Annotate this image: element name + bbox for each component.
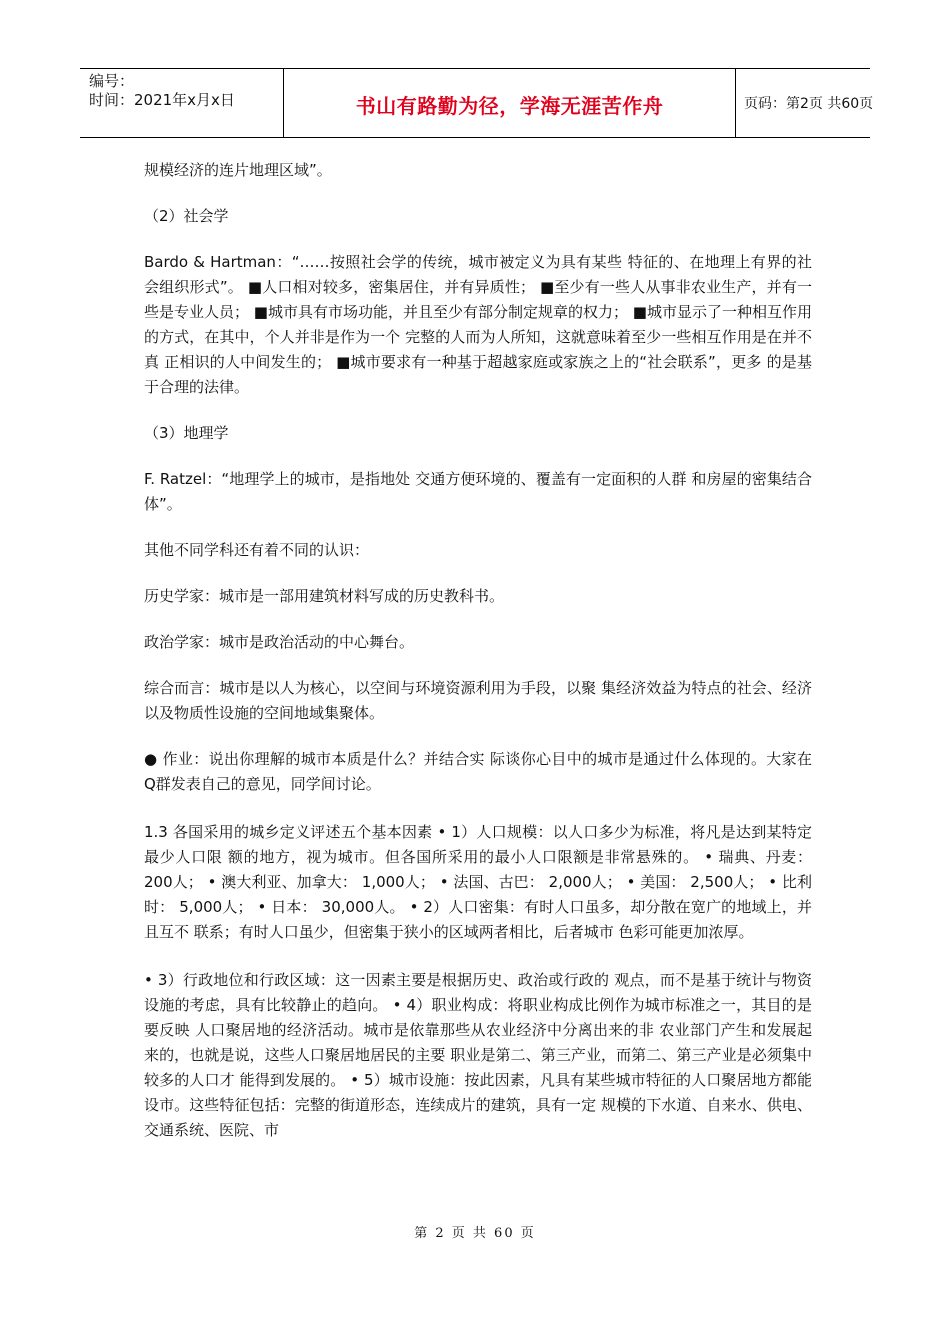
paragraph-sociology-definition: Bardo & Hartman：“……按照社会学的传统，城市被定义为具有某些 特征的、在地理上有界的社会组织形式”。 ■人口相对较多，密集居住，并有异质性； ■至少有一些人从事非农业生产，并有一些是专业人员； ■城市具有市场功能，并且至少有部分制定规章的权力； ■城市显示了一种相互作用的方式，在其中，个人并非是作为一个 完整的人而为人所知，这就意味着至少一些相互作用是在并不真 正相识的人中间发生的； ■城市要求有一种基于超越家庭或家族之上的“社会联系”，更多 的是基于合理的法律。 [144, 253, 812, 396]
paragraph-continuation: 规模经济的连片地理区域”。 [144, 161, 332, 179]
paragraph-geography-definition: F. Ratzel：“地理学上的城市，是指地处 交通方便环境的、覆盖有一定面积的人群 和房屋的密集结合体”。 [144, 470, 812, 513]
header-info [80, 69, 284, 137]
paragraph-urban-definition-factors: 1.3 各国采用的城乡定义评述五个基本因素 • 1）人口规模：以人口多少为标准，将凡是达到某特定最少人口限 额的地方，视为城市。但各国所采用的最小人口限额是非常悬殊的。 • 瑞典、丹麦： 200人； • 澳大利亚、加拿大： 1,000人； • 法国、古巴： 2,000人； • 美国： 2,500人； • 比利时： 5,000人； • 日本： 30,000人。 • 2）人口密集：有时人口虽多，却分散在宽广的地域上，并且互不 联系；有时人口虽少，但密集于狭小的区域两者相比，后者城市 色彩可能更加浓厚。 [144, 823, 812, 941]
document-date-label: 时间：2021年x月x日 [89, 91, 235, 109]
section-heading-sociology: （2）社会学 [144, 207, 229, 225]
paragraph-homework: ● 作业：说出你理解的城市本质是什么？并结合实 际谈你心目中的城市是通过什么体现的。大家在 Q群发表自己的意见，同学间讨论。 [144, 750, 812, 793]
header-page-number: 页码：第2页 共60页 [744, 96, 874, 112]
page-footer: 第 2 页 共 60 页 [414, 1226, 536, 1241]
document-body [144, 158, 812, 1143]
header-motto: 书山有路勤为径，学海无涯苦作舟 [284, 69, 736, 137]
paragraph-political-scientists: 政治学家：城市是政治活动的中心舞台。 [144, 633, 415, 651]
paragraph-summary: 综合而言：城市是以人为核心，以空间与环境资源利用为手段，以聚 集经济效益为特点的社会、经济以及物质性设施的空间地域集聚体。 [144, 679, 812, 722]
page-header [80, 68, 874, 138]
paragraph-other-disciplines: 其他不同学科还有着不同的认识： [144, 541, 370, 559]
document-number-label: 编号： [89, 72, 135, 90]
paragraph-historians: 历史学家：城市是一部用建筑材料写成的历史教科书。 [144, 587, 505, 605]
section-heading-geography: （3）地理学 [144, 424, 229, 442]
paragraph-administrative-factors: • 3）行政地位和行政区域：这一因素主要是根据历史、政治或行政的 观点，而不是基于统计与物资设施的考虑，具有比较静止的趋向。 • 4）职业构成：将职业构成比例作为城市标准之一，其目的是要反映 人口聚居地的经济活动。城市是依靠那些从农业经济中分离出来的非 农业部门产生和发展起来的，也就是说，这些人口聚居地居民的主要 职业是第二、第三产业，而第二、第三产业是必须集中较多的人口才 能得到发展的。 • 5）城市设施：按此因素，凡具有某些城市特征的人口聚居地方都能 设市。这些特征包括：完整的街道形态，连续成片的建筑，具有一定 规模的下水道、自来水、供电、交通系统、医院、市 [144, 971, 812, 1139]
